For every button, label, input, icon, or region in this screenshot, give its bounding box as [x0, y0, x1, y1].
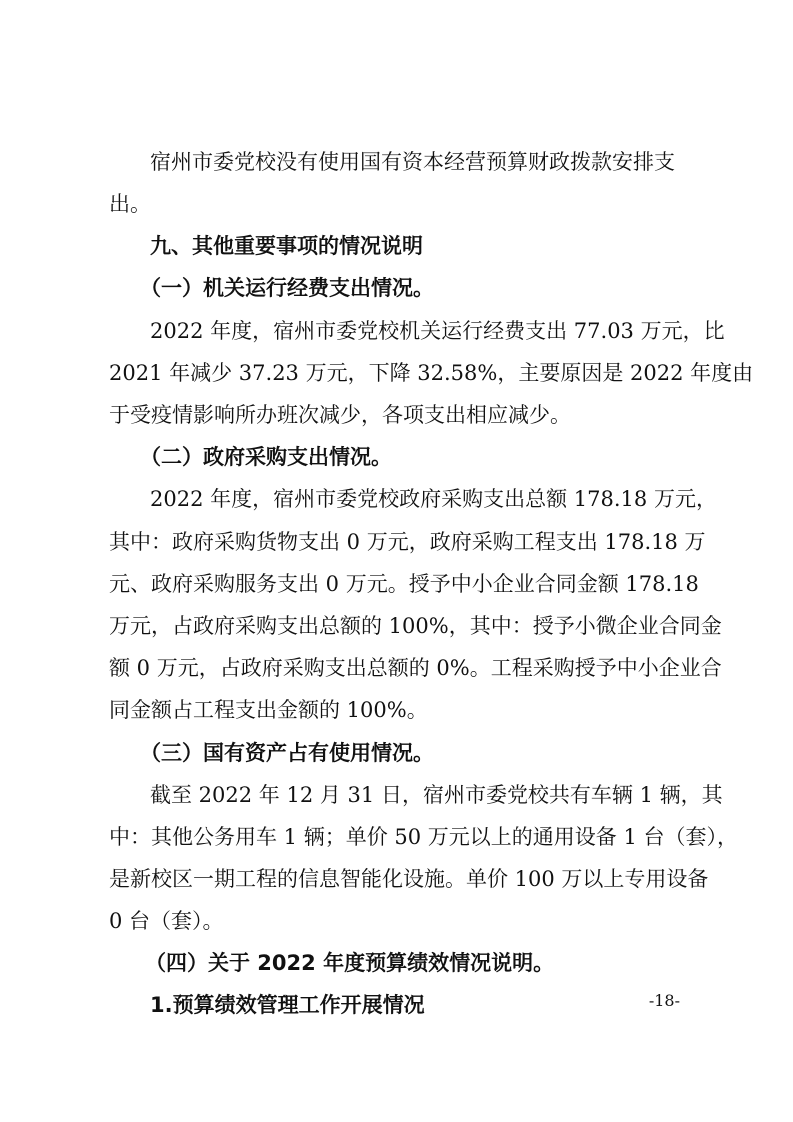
paragraph-line: 中：其他公务用车 1 辆；单价 50 万元以上的通用设备 1 台（套），: [109, 825, 738, 849]
subsection-heading: （三）国有资产占有使用情况。: [140, 741, 434, 765]
paragraph-line: 2021 年减少 37.23 万元，下降 32.58%，主要原因是 2022 年度由: [109, 361, 754, 385]
item-heading: 1.预算绩效管理工作开展情况: [150, 993, 425, 1017]
subsection-heading: （二）政府采购支出情况。: [140, 445, 392, 469]
paragraph-line: 宿州市委党校没有使用国有资本经营预算财政拨款安排支: [150, 150, 675, 174]
paragraph-line: 截至 2022 年 12 月 31 日，宿州市委党校共有车辆 1 辆，其: [150, 783, 723, 807]
section-heading: 九、其他重要事项的情况说明: [150, 234, 423, 258]
subsection-heading: （一）机关运行经费支出情况。: [140, 276, 434, 300]
page-number: -18-: [648, 991, 680, 1010]
paragraph-line: 额 0 万元，占政府采购支出总额的 0%。工程采购授予中小企业合: [109, 656, 722, 680]
paragraph-line: 0 台（套）。: [109, 909, 224, 933]
paragraph-line: 2022 年度，宿州市委党校机关运行经费支出 77.03 万元，比: [150, 319, 725, 343]
paragraph-line: 是新校区一期工程的信息智能化设施。单价 100 万以上专用设备: [109, 867, 709, 891]
paragraph-line: 出。: [109, 192, 151, 216]
paragraph-line: 其中：政府采购货物支出 0 万元，政府采购工程支出 178.18 万: [109, 530, 706, 554]
paragraph-line: 2022 年度，宿州市委党校政府采购支出总额 178.18 万元，: [150, 487, 717, 511]
paragraph-line: 于受疫情影响所办班次减少，各项支出相应减少。: [109, 403, 571, 427]
paragraph-line: 同金额占工程支出金额的 100%。: [109, 698, 428, 722]
subsection-heading: （四）关于 2022 年度预算绩效情况说明。: [145, 951, 555, 975]
paragraph-line: 万元，占政府采购支出总额的 100%，其中：授予小微企业合同金: [109, 614, 722, 638]
paragraph-line: 元、政府采购服务支出 0 万元。授予中小企业合同金额 178.18: [109, 572, 699, 596]
